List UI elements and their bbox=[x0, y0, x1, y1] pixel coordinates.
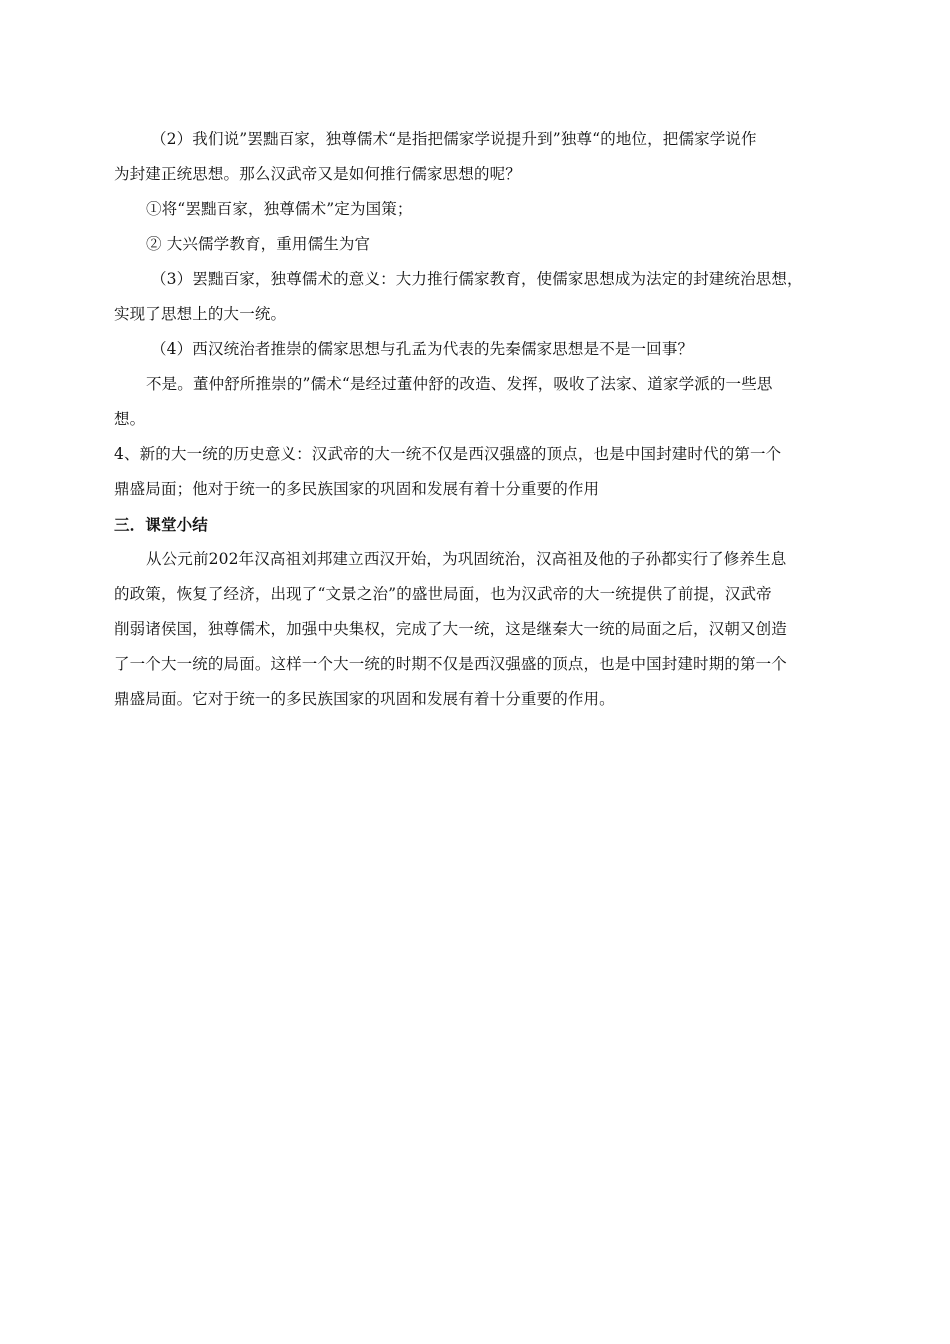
paragraph-line: 实现了思想上的大一统。 bbox=[114, 305, 287, 323]
list-item: ② 大兴儒学教育，重用儒生为官 bbox=[146, 235, 371, 253]
paragraph-line: 的政策，恢复了经济，出现了“文景之治”的盛世局面，也为汉武帝的大一统提供了前提，汉武帝 bbox=[114, 585, 772, 603]
paragraph-line: 想。 bbox=[114, 410, 146, 428]
paragraph-line: 为封建正统思想。那么汉武帝又是如何推行儒家思想的呢？ bbox=[114, 165, 521, 183]
paragraph-line: 不是。董仲舒所推崇的”儒术“是经过董仲舒的改造、发挥，吸收了法家、道家学派的一些思 bbox=[146, 375, 773, 393]
paragraph-line: 鼎盛局面。它对于统一的多民族国家的巩固和发展有着十分重要的作用。 bbox=[114, 690, 615, 708]
paragraph-line: 4、新的大一统的历史意义：汉武帝的大一统不仅是西汉强盛的顶点，也是中国封建时代的第一个 bbox=[114, 445, 782, 463]
paragraph-line: 鼎盛局面；他对于统一的多民族国家的巩固和发展有着十分重要的作用 bbox=[114, 480, 600, 498]
section-heading: 三．课堂小结 bbox=[114, 515, 208, 534]
paragraph-line: （4）西汉统治者推崇的儒家思想与孔孟为代表的先秦儒家思想是不是一回事？ bbox=[151, 340, 694, 358]
document-body bbox=[114, 122, 849, 717]
paragraph-line: （2）我们说”罢黜百家，独尊儒术“是指把儒家学说提升到”独尊“的地位，把儒家学说作 bbox=[151, 130, 757, 148]
list-item: ①将“罢黜百家，独尊儒术”定为国策； bbox=[146, 200, 413, 218]
paragraph-line: 从公元前202年汉高祖刘邦建立西汉开始，为巩固统治，汉高祖及他的子孙都实行了修养生息 bbox=[146, 550, 787, 568]
paragraph-line: 了一个大一统的局面。这样一个大一统的时期不仅是西汉强盛的顶点，也是中国封建时期的第一个 bbox=[114, 655, 787, 673]
paragraph-line: （3）罢黜百家，独尊儒术的意义：大力推行儒家教育，使儒家思想成为法定的封建统治思想， bbox=[151, 270, 803, 288]
paragraph-line: 削弱诸侯国，独尊儒术，加强中央集权，完成了大一统，这是继秦大一统的局面之后，汉朝又创造 bbox=[114, 620, 787, 638]
